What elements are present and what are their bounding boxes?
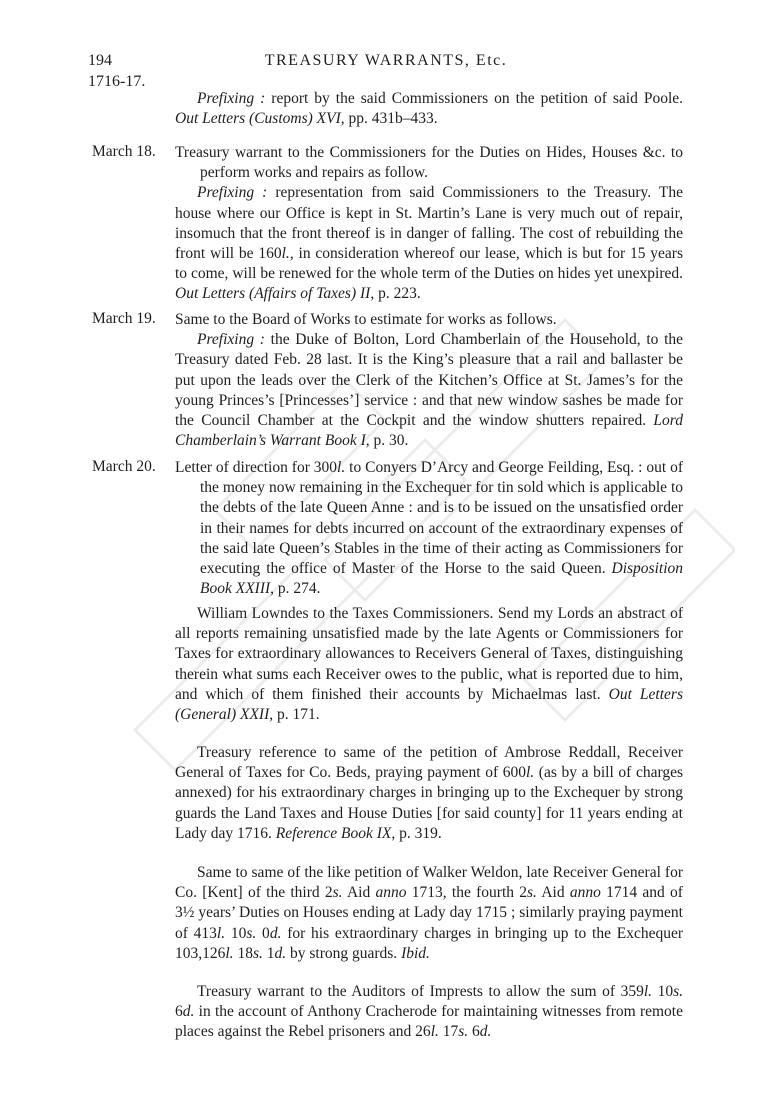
text-run: for his extraordinary charges in bringing up to the Exchequer 103,126 <box>175 924 684 962</box>
entry-3 <box>175 458 683 599</box>
text-run: , p. 223. <box>370 285 421 303</box>
entry-date: March 18. <box>92 143 156 160</box>
text-run: , p. 171. <box>269 706 320 724</box>
italic-text: Prefixing : <box>197 184 268 202</box>
text-run: Treasury warrant to the Auditors of Imprests to allow the sum of 359 <box>197 983 644 1000</box>
entry-text <box>175 743 683 844</box>
text-run: 1714 and of 3½ years’ Duties on Houses ending at Lady day 1715 ; similarly praying payment of 413 <box>175 884 683 942</box>
entry-2 <box>175 310 683 451</box>
text-run: 18 <box>233 944 253 962</box>
text-run: , p. 274. <box>270 580 321 598</box>
italic-text: Prefixing : <box>197 90 266 107</box>
text-run: , in consideration whereof our lease, which is but for 15 years to come, will be renewed for the whole term of the Duties on hides yet unexpired. <box>175 245 683 283</box>
text-run: in the account of Anthony Cracherode for maintaining witnesses from remote places against the Rebel prisoners and 26 <box>175 1003 683 1041</box>
italic-text: Reference Book IX <box>275 824 392 842</box>
italic-text: s. <box>246 924 257 942</box>
italic-text: Prefixing : <box>197 331 265 349</box>
entry-text <box>175 604 683 725</box>
italic-text: l. <box>225 944 234 962</box>
text-run: 10 <box>652 983 674 1000</box>
italic-text: s. <box>527 884 537 902</box>
entry-text <box>175 183 683 304</box>
text-run: report by the said Commissioners on the petition of said Poole. <box>265 90 684 107</box>
text-run: Aid <box>342 884 376 902</box>
entry-date: March 19. <box>92 310 156 327</box>
entry-heading: Treasury warrant to the Commissioners for the Duties on Hides, Houses &c. to perform works and repairs as follow. <box>175 144 683 182</box>
text-run: 0 <box>256 924 270 942</box>
italic-text: l. <box>216 924 226 942</box>
italic-text: s. <box>458 1023 469 1041</box>
year-label: 1716-17. <box>88 73 146 90</box>
text-run: (as by a bill of charges annexed) for his extraordinary charges in bringing up to the Exchequer by strong guards the Land Taxes and House Duties [for said county] for 11 years ending at Lady day 1716. <box>175 764 683 842</box>
text-run: , p. 30. <box>365 432 409 450</box>
italic-text: l. <box>430 1023 439 1041</box>
italic-text: Disposition Book XXIII <box>200 560 683 598</box>
italic-text: Out Letters (Customs) XVI <box>175 110 341 128</box>
italic-text: d. <box>182 1003 195 1021</box>
italic-text: d. <box>479 1023 492 1041</box>
running-title: TREASURY WARRANTS, Etc. <box>264 52 508 69</box>
entry-text <box>175 458 683 599</box>
italic-text: d. <box>269 924 282 942</box>
text-run: Treasury reference to same of the petition of Ambrose Reddall, Receiver General of Taxes for Co. Beds, praying payment of 600 <box>175 744 683 782</box>
italic-text: l. <box>281 245 290 263</box>
entry-text <box>175 982 683 1043</box>
entry-date: March 20. <box>92 458 156 475</box>
entry-text <box>175 89 683 129</box>
entry-0 <box>175 89 683 129</box>
text-run: Aid <box>536 884 570 902</box>
italic-text: s. <box>673 983 684 1000</box>
italic-text: Lord Chamberlain’s Warrant Book I <box>175 412 683 450</box>
text-run: 10 <box>225 924 247 942</box>
entry-6 <box>175 863 683 964</box>
entry-5 <box>175 743 683 844</box>
text-run: by strong guards. <box>286 944 402 962</box>
text-run: Letter of direction for 300 <box>175 459 338 476</box>
text-run: 6 <box>468 1023 480 1041</box>
italic-text: anno <box>569 884 601 902</box>
entry-text <box>175 863 683 964</box>
text-run: to Conyers D’Arcy and George Feilding, Esq. : out of the money now remaining in the Exchequer for tin sold which is applicable to the debts of the late Queen Anne : and is to be issued on the unsatisfied order in their names for debts incurred on account of the extraordinary expenses of the said late Queen’s Stables in the time of their acting as Commissioners for executing the office of Master of the Horse to the said Queen. <box>200 459 683 578</box>
italic-text: Ibid. <box>401 944 430 962</box>
entry-1 <box>175 143 683 305</box>
text-run: the Duke of Bolton, Lord Chamberlain of the Household, to the Treasury dated Feb. 28 last. It is the King’s pleasure that a rail and ballaster be put upon the leads over the Clerk of the Kitchen’s Office at St. James’s for the young Princes’s [Princesses’] service : and that new window sashes be made for the Council Chamber at the Cockpit and the window shutters repaired. <box>175 331 684 430</box>
text-run: 1713, the fourth 2 <box>406 884 528 902</box>
entry-text <box>175 330 683 451</box>
text-run: 17 <box>438 1023 459 1041</box>
italic-text: Out Letters (General) XXII <box>175 685 683 724</box>
entry-7 <box>175 982 683 1043</box>
text-run: 1 <box>262 944 275 962</box>
italic-text: l. <box>526 764 535 782</box>
italic-text: d. <box>274 944 287 962</box>
italic-text: s. <box>252 944 263 962</box>
italic-text: l. <box>337 459 346 476</box>
text-run: William Lowndes to the Taxes Commissioners. Send my Lords an abstract of all reports remaining unsatisfied made by the late Agents or Commissioners for Taxes for extraordinary allowances to Receivers General of Taxes, distinguishing therein what sums each Receiver owes to the public, what is reported due to him, and which of them finished their accounts by Michaelmas last. <box>175 605 683 703</box>
entry-4 <box>175 604 683 725</box>
text-run: Same to same of the like petition of Walker Weldon, late Receiver General for Co. [Kent] of the third 2 <box>175 864 683 902</box>
italic-text: s. <box>332 884 343 902</box>
text-run: 6 <box>175 1003 183 1021</box>
text-run: representation from said Commissioners to the Treasury. The house where our Office is kept in St. Martin’s Lane is very much out of repair, insomuch that the front thereof is in danger of falling. The cost of rebuilding the front will be 160 <box>175 184 684 263</box>
italic-text: l. <box>643 983 653 1000</box>
text-run: , p. 319. <box>391 824 442 842</box>
page-number: 194 <box>88 52 112 69</box>
italic-text: anno <box>375 884 407 902</box>
text-run: , pp. 431b–433. <box>340 110 438 128</box>
entry-heading: Same to the Board of Works to estimate for works as follows. <box>175 311 557 328</box>
italic-text: Out Letters (Affairs of Taxes) II <box>175 285 371 303</box>
